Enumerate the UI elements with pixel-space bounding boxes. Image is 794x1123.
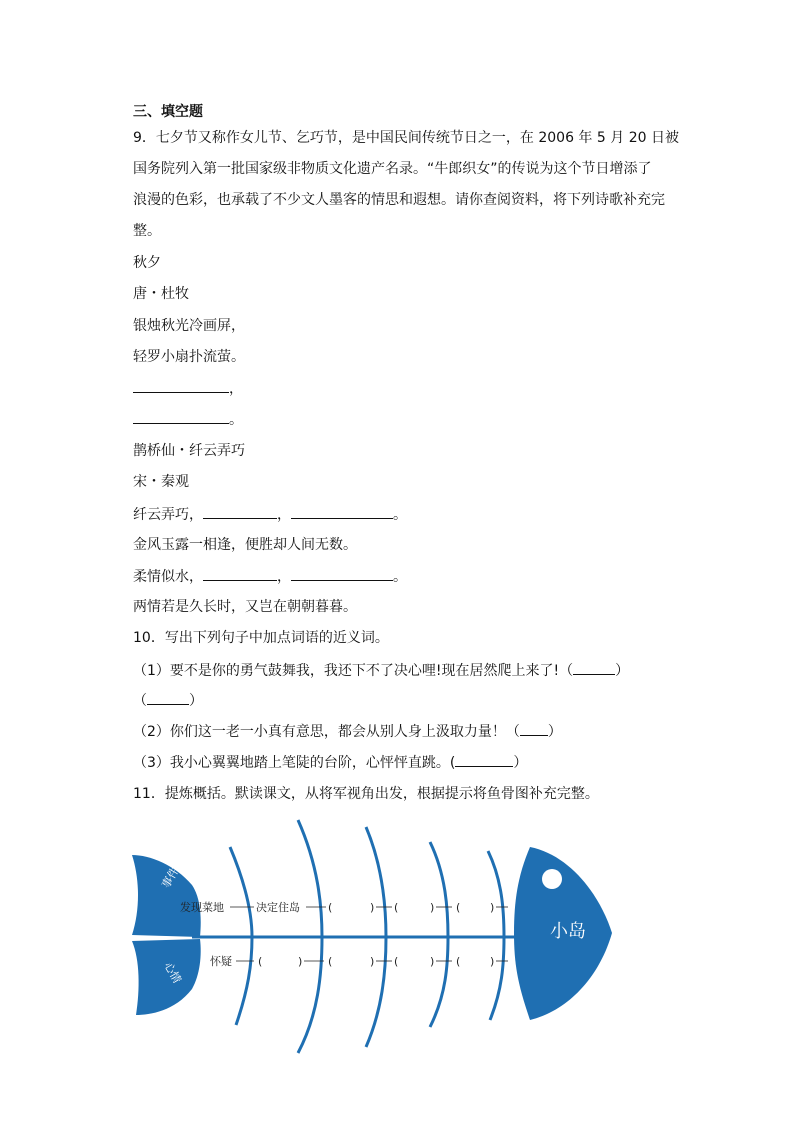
event-blank-close-4: ) bbox=[430, 901, 435, 914]
answer-blank[interactable] bbox=[133, 378, 229, 393]
mood-blank-close-4: ) bbox=[430, 955, 435, 968]
event-blank-close-3: ) bbox=[370, 901, 375, 914]
event-blank-open-5: ( bbox=[456, 901, 461, 914]
answer-blank[interactable] bbox=[455, 752, 513, 767]
mood-blank-open-3: ( bbox=[328, 955, 333, 968]
mood-blank-close-5: ) bbox=[490, 955, 495, 968]
mood-blank-close-3: ) bbox=[370, 955, 375, 968]
q10-title: 10．写出下列句子中加点词语的近义词。 bbox=[133, 630, 389, 646]
rib-4 bbox=[430, 842, 448, 1027]
q10-item-1b: （ ） bbox=[133, 690, 203, 711]
tail-label-mood: 心情 bbox=[161, 960, 184, 986]
poem2-line-3: 柔情似水， ， 。 bbox=[133, 566, 407, 587]
mood-blank-close-2: ) bbox=[298, 955, 303, 968]
event-blank-open-3: ( bbox=[328, 901, 333, 914]
q9-text-line-3: 浪漫的色彩，也承载了不少文人墨客的情思和遐想。请你查阅资料，将下列诗歌补充完 bbox=[133, 192, 665, 208]
fish-tail-top bbox=[132, 855, 201, 937]
mood-label-1: 怀疑 bbox=[210, 955, 232, 968]
event-label-2: 决定住岛 bbox=[256, 901, 300, 914]
answer-blank[interactable] bbox=[573, 660, 615, 675]
answer-blank[interactable] bbox=[203, 566, 277, 581]
event-blank-open-4: ( bbox=[394, 901, 399, 914]
poem1-line-1: 银烛秋光冷画屏， bbox=[133, 318, 245, 334]
poem1-blank-line-1: ， bbox=[133, 378, 243, 399]
q9-text-line-4: 整。 bbox=[133, 223, 161, 239]
answer-blank[interactable] bbox=[133, 409, 229, 424]
answer-blank[interactable] bbox=[291, 566, 393, 581]
q11-title: 11．提炼概括。默读课文，从将军视角出发，根据提示将鱼骨图补充完整。 bbox=[133, 786, 599, 802]
poem2-line-4: 两情若是久长时，又岂在朝朝暮暮。 bbox=[133, 599, 357, 615]
poem1-blank-line-2: 。 bbox=[133, 409, 243, 430]
fishbone-diagram bbox=[130, 815, 620, 1060]
poem1-title: 秋夕 bbox=[133, 255, 161, 271]
mood-blank-open-5: ( bbox=[456, 955, 461, 968]
mood-blank-open-4: ( bbox=[394, 955, 399, 968]
answer-blank[interactable] bbox=[147, 690, 189, 705]
poem2-title: 鹊桥仙・纤云弄巧 bbox=[133, 443, 245, 459]
poem1-author: 唐・杜牧 bbox=[133, 286, 189, 302]
answer-blank[interactable] bbox=[520, 721, 548, 736]
q10-item-1: （1）要不是你的勇气鼓舞我，我还下不了决心哩!现在居然爬上来了!（ ） bbox=[133, 660, 629, 681]
q9-text-line-2: 国务院列入第一批国家级非物质文化遗产名录。“牛郎织女”的传说为这个节日增添了 bbox=[133, 161, 652, 177]
event-label-1: 发现菜地 bbox=[180, 901, 224, 914]
poem1-line-2: 轻罗小扇扑流萤。 bbox=[133, 349, 245, 365]
fish-eye bbox=[542, 869, 562, 889]
q10-item-3: （3）我小心翼翼地踏上笔陡的台阶，心怦怦直跳。( ） bbox=[133, 752, 527, 773]
fish-tail-bottom bbox=[132, 939, 201, 1015]
q9-text-line-1: 9．七夕节又称作女儿节、乞巧节，是中国民间传统节日之一，在 2006 年 5 月 20 日被 bbox=[133, 130, 679, 146]
event-blank-close-5: ) bbox=[490, 901, 495, 914]
section-title: 三、填空题 bbox=[133, 104, 203, 120]
poem2-line-2: 金风玉露一相逢，便胜却人间无数。 bbox=[133, 537, 357, 553]
q10-item-2: （2）你们这一老一小真有意思，都会从别人身上汲取力量！（ ） bbox=[133, 721, 562, 742]
answer-blank[interactable] bbox=[203, 504, 277, 519]
poem2-line-1: 纤云弄巧， ， 。 bbox=[133, 504, 407, 525]
tail-label-event: 事件 bbox=[159, 864, 182, 891]
poem2-author: 宋・秦观 bbox=[133, 474, 189, 490]
answer-blank[interactable] bbox=[291, 504, 393, 519]
mood-blank-open-2: ( bbox=[258, 955, 263, 968]
head-label: 小岛 bbox=[550, 921, 586, 942]
